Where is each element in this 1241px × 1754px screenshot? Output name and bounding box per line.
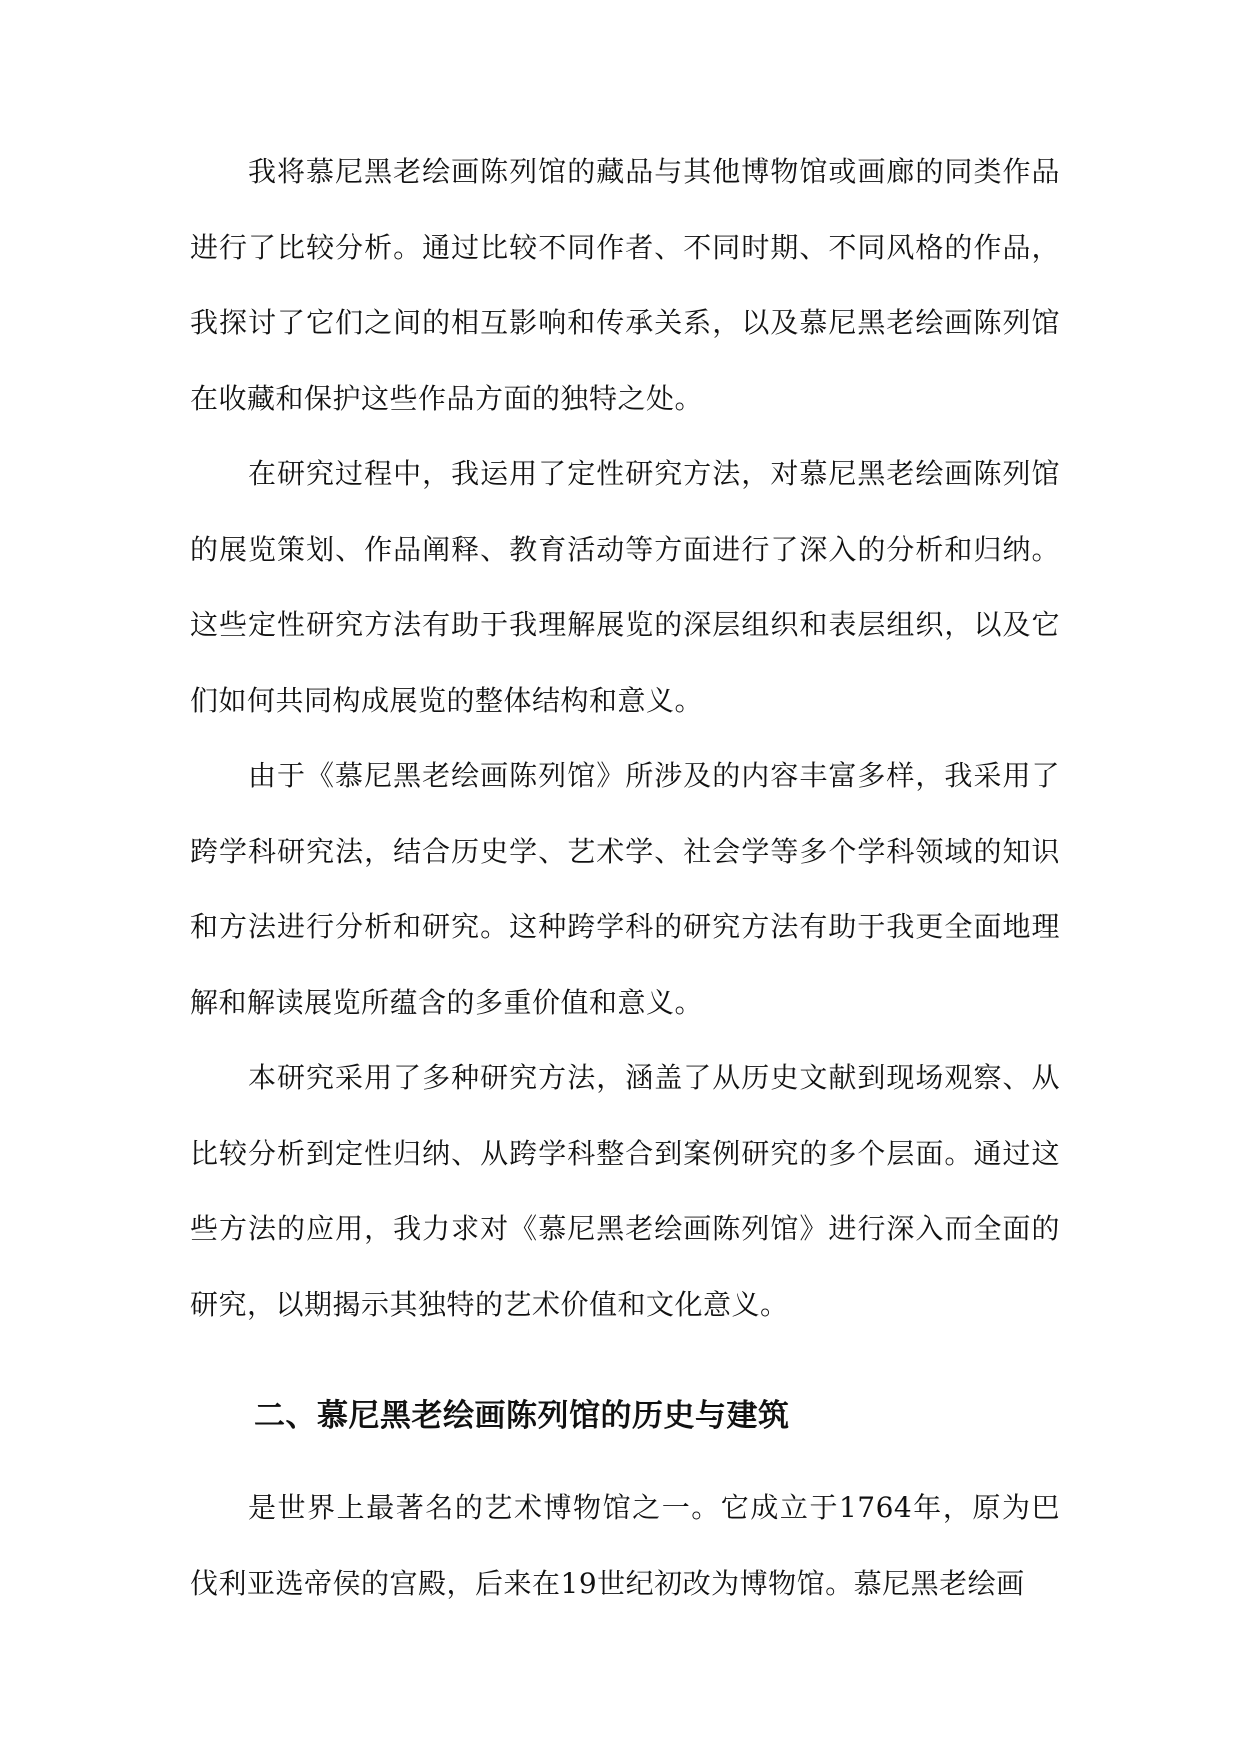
paragraph-museum-history: 是世界上最著名的艺术博物馆之一。它成立于1764年，原为巴伐利亚选帝侯的宫殿，后来在19世纪初改为博物馆。慕尼黑老绘画 — [190, 1491, 1060, 1600]
section-heading: 二、慕尼黑老绘画陈列馆的历史与建筑 — [254, 1398, 790, 1434]
body-text-upper — [190, 134, 1060, 1342]
body-text-lower — [190, 1470, 1060, 1621]
paragraph-comparative-analysis: 我将慕尼黑老绘画陈列馆的藏品与其他博物馆或画廊的同类作品进行了比较分析。通过比较不同作者、不同时期、不同风格的作品，我探讨了它们之间的相互影响和传承关系，以及慕尼黑老绘画陈列馆在收藏和保护这些作品方面的独特之处。 — [190, 155, 1060, 415]
paragraph-interdisciplinary-research: 由于《慕尼黑老绘画陈列馆》所涉及的内容丰富多样，我采用了跨学科研究法，结合历史学、艺术学、社会学等多个学科领域的知识和方法进行分析和研究。这种跨学科的研究方法有助于我更全面地理解和解读展览所蕴含的多重价值和意义。 — [190, 759, 1060, 1019]
paragraph-research-summary: 本研究采用了多种研究方法，涵盖了从历史文献到现场观察、从比较分析到定性归纳、从跨学科整合到案例研究的多个层面。通过这些方法的应用，我力求对《慕尼黑老绘画陈列馆》进行深入而全面的研究，以期揭示其独特的艺术价值和文化意义。 — [190, 1061, 1060, 1321]
paragraph-qualitative-research: 在研究过程中，我运用了定性研究方法，对慕尼黑老绘画陈列馆的展览策划、作品阐释、教育活动等方面进行了深入的分析和归纳。这些定性研究方法有助于我理解展览的深层组织和表层组织，以及它们如何共同构成展览的整体结构和意义。 — [190, 457, 1060, 717]
